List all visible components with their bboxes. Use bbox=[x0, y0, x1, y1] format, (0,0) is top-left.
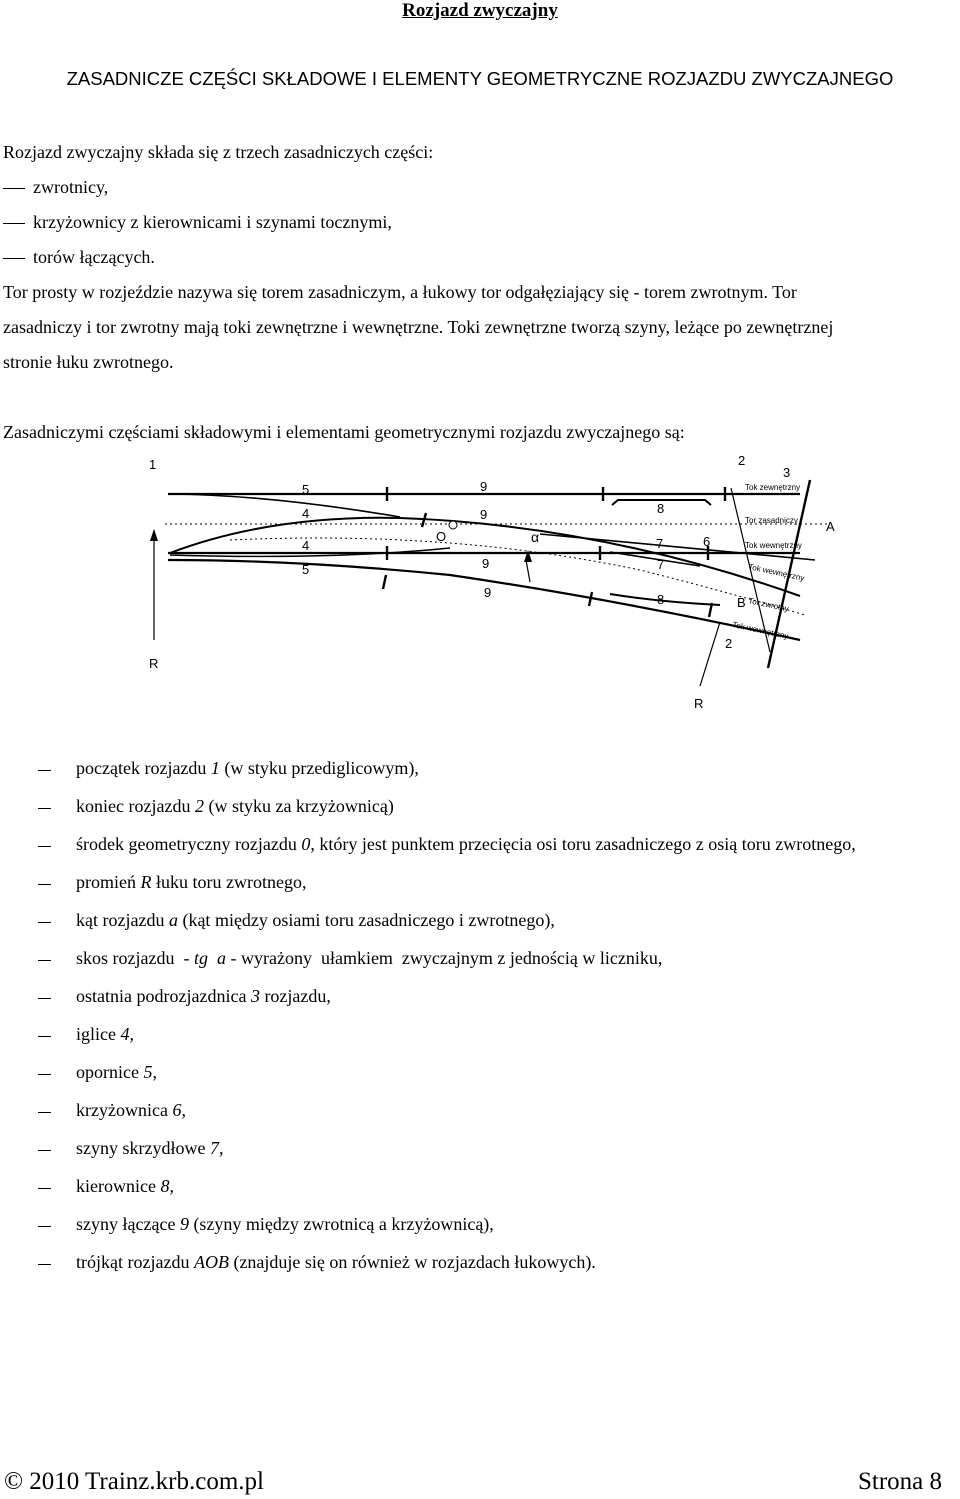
label-point-a: A bbox=[826, 519, 835, 534]
paragraph-line: zasadniczy i tor zwrotny mają toki zewnętrzne i wewnętrzne. Toki zewnętrzne tworzą szyny, leżące po zewnętrznej bbox=[3, 317, 834, 337]
dash-icon bbox=[3, 223, 25, 224]
center-point bbox=[449, 521, 457, 529]
section-heading: ZASADNICZE CZĘŚCI SKŁADOWE I ELEMENTY GEOMETRYCZNE ROZJAZDU ZWYCZAJNEGO bbox=[66, 68, 894, 89]
dash-icon bbox=[38, 922, 51, 923]
label-lead-1: 9 bbox=[480, 479, 488, 494]
dash-icon bbox=[38, 1226, 51, 1227]
angle-pointer bbox=[526, 560, 530, 582]
dash-icon bbox=[3, 188, 25, 189]
label-lead-3: 9 bbox=[482, 556, 490, 571]
dash-icon bbox=[38, 960, 51, 961]
dash-icon bbox=[38, 884, 51, 885]
dash-icon bbox=[3, 258, 25, 259]
page-title: Rozjazd zwyczajny bbox=[402, 0, 558, 21]
dash-icon bbox=[38, 1112, 51, 1113]
rail-name-inner-curve: Tok wewnętrzny bbox=[747, 562, 806, 583]
dash-icon bbox=[38, 1036, 51, 1037]
rail-name-inner-straight: Tok wewnętrzny bbox=[745, 541, 802, 550]
rail-name-outer-straight: Tok zewnętrzny bbox=[745, 483, 801, 492]
dash-icon bbox=[38, 846, 51, 847]
paragraph-line: Tor prosty w rozjeździe nazywa się torem zasadniczym, a łukowy tor odgałęziający się - torem zwrotnym. Tor bbox=[3, 282, 797, 302]
label-lead-2: 9 bbox=[480, 507, 488, 522]
rail-name-outer-curve: Tok wewnętrzny bbox=[731, 620, 790, 641]
label-end-top: 2 bbox=[738, 453, 746, 468]
dash-icon bbox=[38, 808, 51, 809]
label-check-bottom: 8 bbox=[657, 592, 665, 607]
label-switch-top: 4 bbox=[302, 506, 310, 521]
part-item: zwrotnicy, bbox=[3, 177, 108, 198]
check-rail-bottom bbox=[610, 594, 720, 605]
radius-line bbox=[700, 622, 720, 686]
label-check-top: 8 bbox=[657, 501, 665, 516]
switch-blade-top bbox=[170, 494, 400, 517]
part-item: torów łączących. bbox=[3, 247, 155, 268]
label-lead-4: 9 bbox=[484, 585, 492, 600]
label-last-sleeper: 3 bbox=[783, 465, 791, 480]
label-point-b: B bbox=[737, 595, 746, 610]
start-arrow-icon bbox=[150, 529, 158, 541]
intro-text: Rozjazd zwyczajny składa się z trzech zasadniczych części: bbox=[3, 142, 434, 162]
label-center: O bbox=[436, 529, 447, 544]
label-radius-bottom: R bbox=[694, 696, 704, 711]
dash-icon bbox=[38, 1074, 51, 1075]
label-start: 1 bbox=[149, 457, 157, 472]
label-wing-bottom: 7 bbox=[657, 557, 665, 572]
dash-icon bbox=[38, 770, 51, 771]
label-stock-bottom: 5 bbox=[302, 562, 310, 577]
dash-icon bbox=[38, 1264, 51, 1265]
paragraph-line: stronie łuku zwrotnego. bbox=[3, 352, 174, 372]
footer-copyright: © 2010 Trainz.krb.com.pl bbox=[4, 1468, 264, 1495]
label-switch-bottom: 4 bbox=[302, 538, 310, 553]
dash-icon bbox=[38, 998, 51, 999]
outer-curve-rail bbox=[168, 560, 800, 640]
label-angle: α bbox=[531, 529, 540, 545]
label-radius-left: R bbox=[149, 656, 159, 671]
label-stock-top: 5 bbox=[302, 482, 310, 497]
part-item: krzyżownicy z kierownicami i szynami tocznymi, bbox=[3, 212, 392, 233]
page-number: Strona 8 bbox=[857, 1468, 942, 1495]
diverging-track-axis bbox=[230, 538, 805, 615]
label-frog: 6 bbox=[703, 534, 711, 549]
elements-intro: Zasadniczymi częściami składowymi i elementami geometrycznymi rozjazdu zwyczajnego są: bbox=[3, 422, 685, 442]
turnout-diagram bbox=[0, 450, 960, 720]
dash-icon bbox=[38, 1150, 51, 1151]
label-end-bottom: 2 bbox=[725, 636, 733, 651]
rail-name-main-axis: Tor zasadniczy bbox=[745, 516, 798, 525]
rail-name-diverging-axis: Tor zwrotny bbox=[747, 596, 790, 614]
label-wing-top: 7 bbox=[656, 536, 664, 551]
dash-icon bbox=[38, 1188, 51, 1189]
